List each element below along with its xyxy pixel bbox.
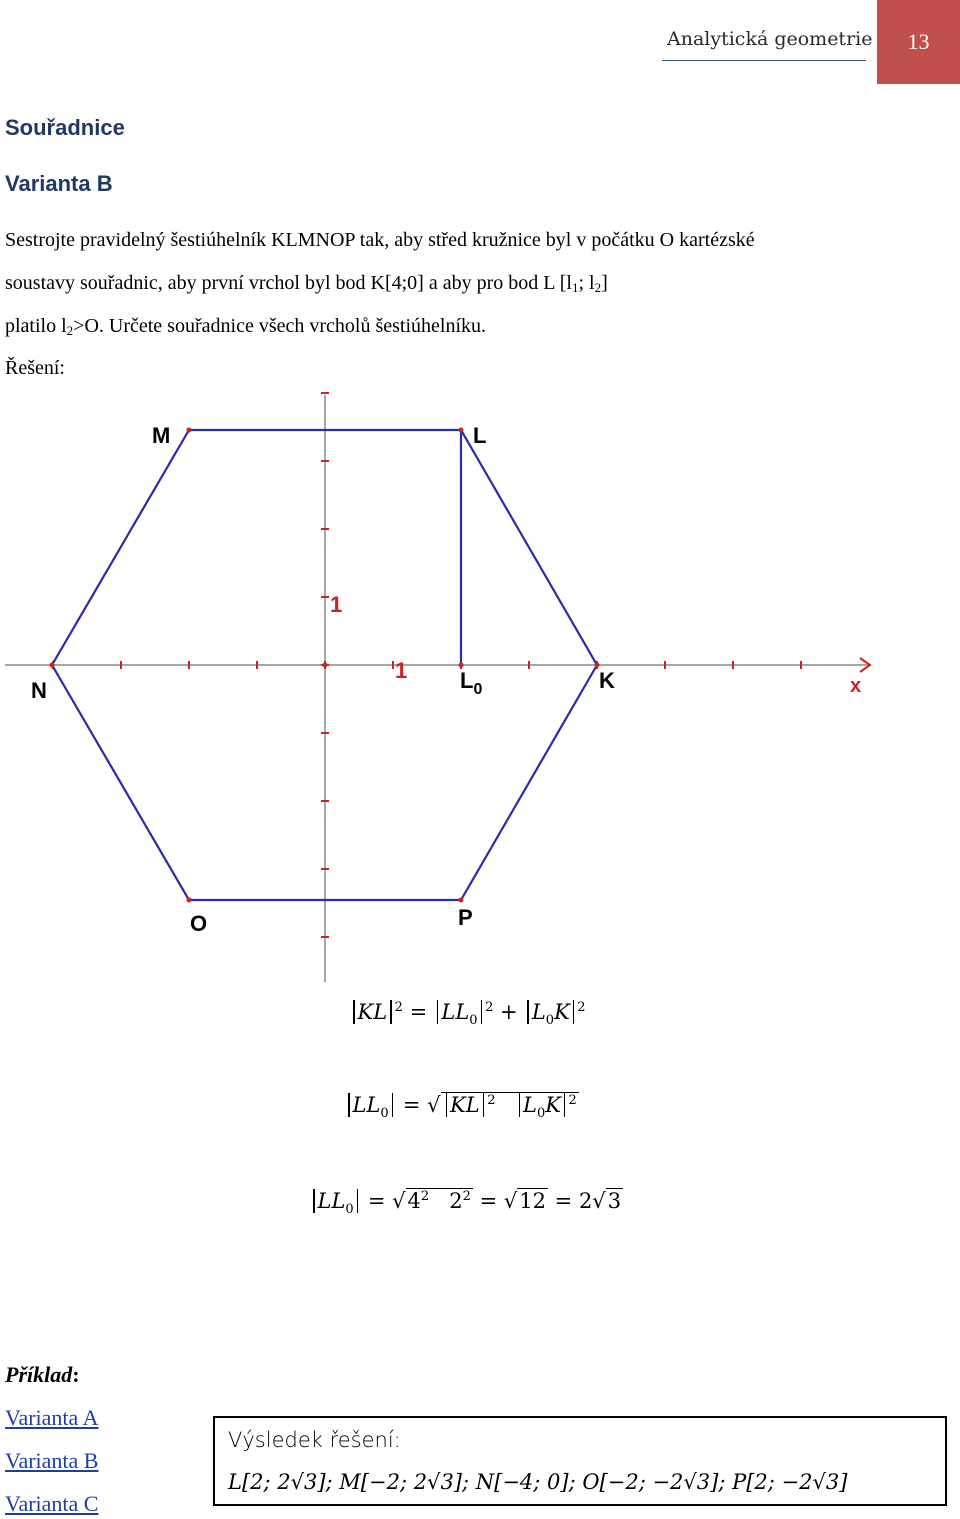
- result-title: Výsledek řešení:: [228, 1428, 401, 1452]
- problem-line-2: soustavy souřadnic, aby první vrchol byl bod K[4;0] a aby pro bod L [$l_1$; $l_2$]: [5, 272, 608, 295]
- label-x-axis: x: [850, 675, 862, 697]
- header-rule: [662, 60, 866, 61]
- running-header-title: Analytická geometrie: [667, 28, 873, 50]
- page-number: 13: [907, 29, 930, 54]
- problem-line-3: platilo $l_2>O$. Určete souřadnice všech vrcholů šestiúhelníku.: [5, 315, 486, 338]
- label-n: N: [31, 678, 47, 703]
- label-k: K: [599, 668, 615, 693]
- equation-3: $LL_0 = √4^2$ $2^2 = √12 = 2√3$: [310, 1188, 623, 1217]
- variant-title: Varianta B: [5, 171, 113, 196]
- solution-label: Řešení:: [5, 357, 65, 379]
- label-y-unit: 1: [330, 592, 343, 617]
- label-o: O: [190, 911, 208, 936]
- label-l0: $L_0$: [460, 668, 483, 698]
- label-x-unit: 1: [395, 658, 408, 683]
- equation-1: KL $^2 = LL_0^2 + L_0K$ $^2$: [350, 1000, 586, 1028]
- result-value: L[2; 2√3]; M[−2; 2√3]; N[−4; 0]; O[−2; −2√3]; P[2; −2√3]: [228, 1470, 848, 1494]
- link-varianta-b[interactable]: Varianta B: [5, 1448, 99, 1473]
- link-varianta-a[interactable]: Varianta A: [5, 1405, 99, 1430]
- example-label: Příklad:: [5, 1362, 80, 1387]
- label-p: P: [458, 905, 473, 930]
- page-number-badge: [877, 0, 960, 84]
- label-l: L: [473, 423, 487, 448]
- problem-line-1: Sestrojte pravidelný šestiúhelník KLMNOP tak, aby střed kružnice byl v počátku O kartézské: [5, 229, 755, 251]
- link-varianta-c[interactable]: Varianta C: [5, 1491, 99, 1516]
- label-m: M: [152, 423, 171, 448]
- equation-2: $LL_0$ = √ KL $^2$ $L_0K$ $^2$: [345, 1092, 579, 1121]
- hexagon-diagram: [0, 390, 960, 990]
- section-title: Souřadnice: [5, 115, 125, 140]
